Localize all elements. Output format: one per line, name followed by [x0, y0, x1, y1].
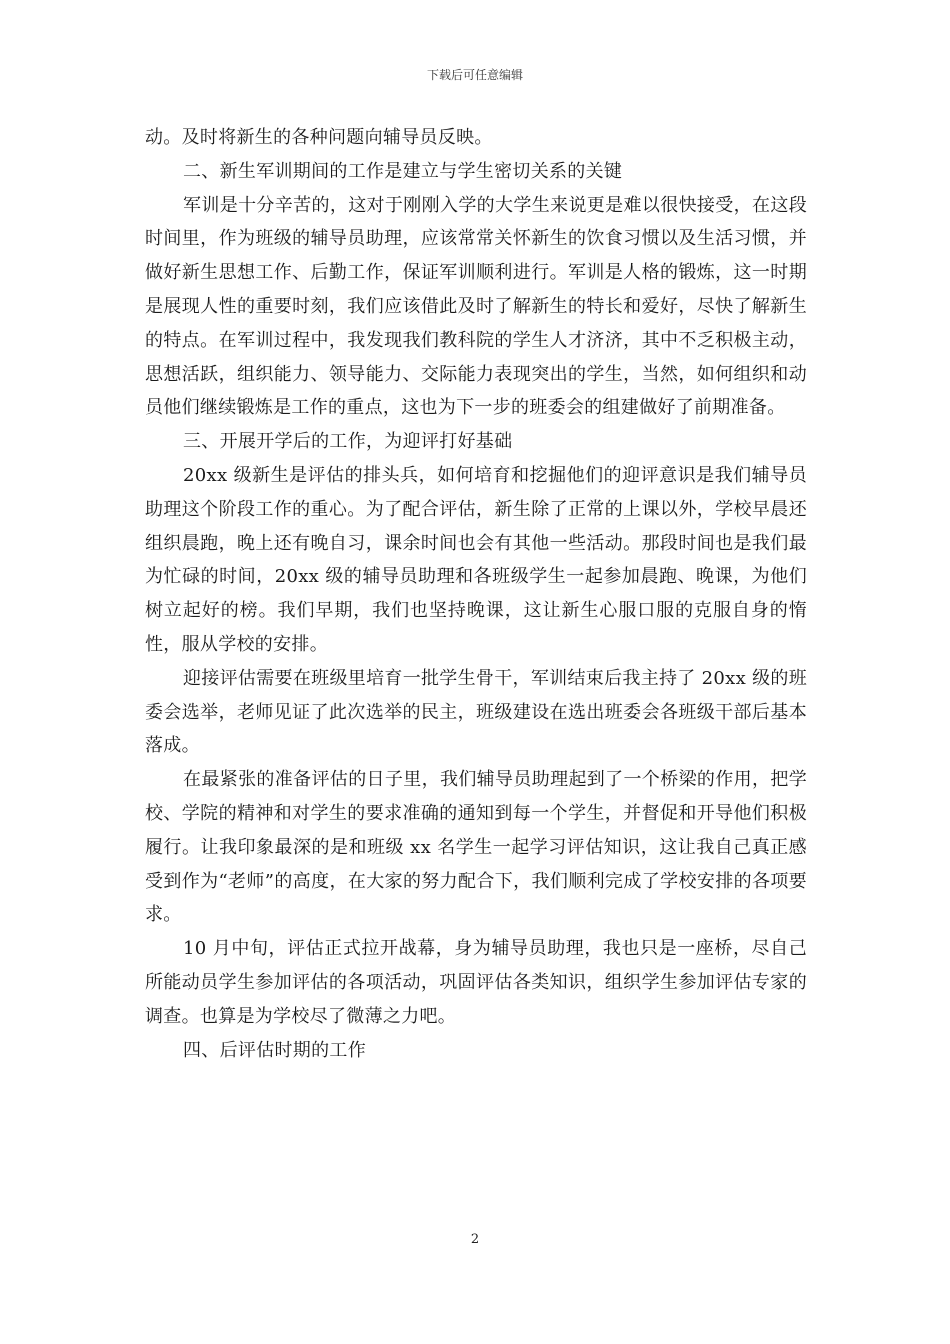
section-heading-4: 四、后评估时期的工作	[183, 1039, 366, 1061]
paragraph-evaluation-pioneers: 20xx 级新生是评估的排头兵，如何培育和挖掘他们的迎评意识是我们辅导员助理这个阶段工作的重心。为了配合评估，新生除了正常的上课以外，学校早晨还组织晨跑，晚上还有晚自习，课余时间也会有其他一些活动。那段时间也是我们最为忙碌的时间，20xx 级的辅导员助理和各班级学生一起参加晨跑、晚课，为他们树立起好的榜。我们早期，我们也坚持晚课，这让新生心服口服的克服自身的惰性，服从学校的安排。	[145, 464, 807, 655]
paragraph-continuation: 动。及时将新生的各种问题向辅导员反映。	[145, 127, 493, 148]
paragraph-military-training: 军训是十分辛苦的，这对于刚刚入学的大学生来说更是难以很快接受，在这段时间里，作为班级的辅导员助理，应该常常关怀新生的饮食习惯以及生活习惯，并做好新生思想工作、后勤工作，保证军训顺利进行。军训是人格的锻炼，这一时期是展现人性的重要时刻，我们应该借此及时了解新生的特长和爱好，尽快了解新生的特点。在军训过程中，我发现我们教科院的学生人才济济，其中不乏积极主动，思想活跃，组织能力、领导能力、交际能力表现突出的学生，当然，如何组织和动员他们继续锻炼是工作的重点，这也为下一步的班委会的组建做好了前期准备。	[145, 194, 807, 419]
page-header: 下载后可任意编辑	[426, 68, 523, 82]
paragraph-class-committee: 迎接评估需要在班级里培育一批学生骨干，军训结束后我主持了 20xx 级的班委会选举，老师见证了此次选举的民主，班级建设在选出班委会各班级干部后基本落成。	[145, 667, 807, 757]
paragraph-october-evaluation: 10 月中旬，评估正式拉开战幕，身为辅导员助理，我也只是一座桥，尽自己所能动员学生参加评估的各项活动，巩固评估各类知识，组织学生参加评估专家的调查。也算是为学校尽了微薄之力吧。	[145, 938, 807, 1027]
section-heading-2: 二、新生军训期间的工作是建立与学生密切关系的关键	[183, 160, 623, 182]
paragraph-bridge-role: 在最紧张的准备评估的日子里，我们辅导员助理起到了一个桥梁的作用，把学校、学院的精神和对学生的要求准确的通知到每一个学生，并督促和开导他们积极履行。让我印象最深的是和班级 xx 名学生一起学习评估知识，这让我自己真正感受到作为“老师”的高度，在大家的努力配合下，我们顺利完成了学校安排的各项要求。	[145, 769, 807, 926]
section-heading-3: 三、开展开学后的工作，为迎评打好基础	[183, 431, 513, 453]
page-number: 2	[470, 1232, 480, 1247]
document-body	[145, 121, 807, 1067]
